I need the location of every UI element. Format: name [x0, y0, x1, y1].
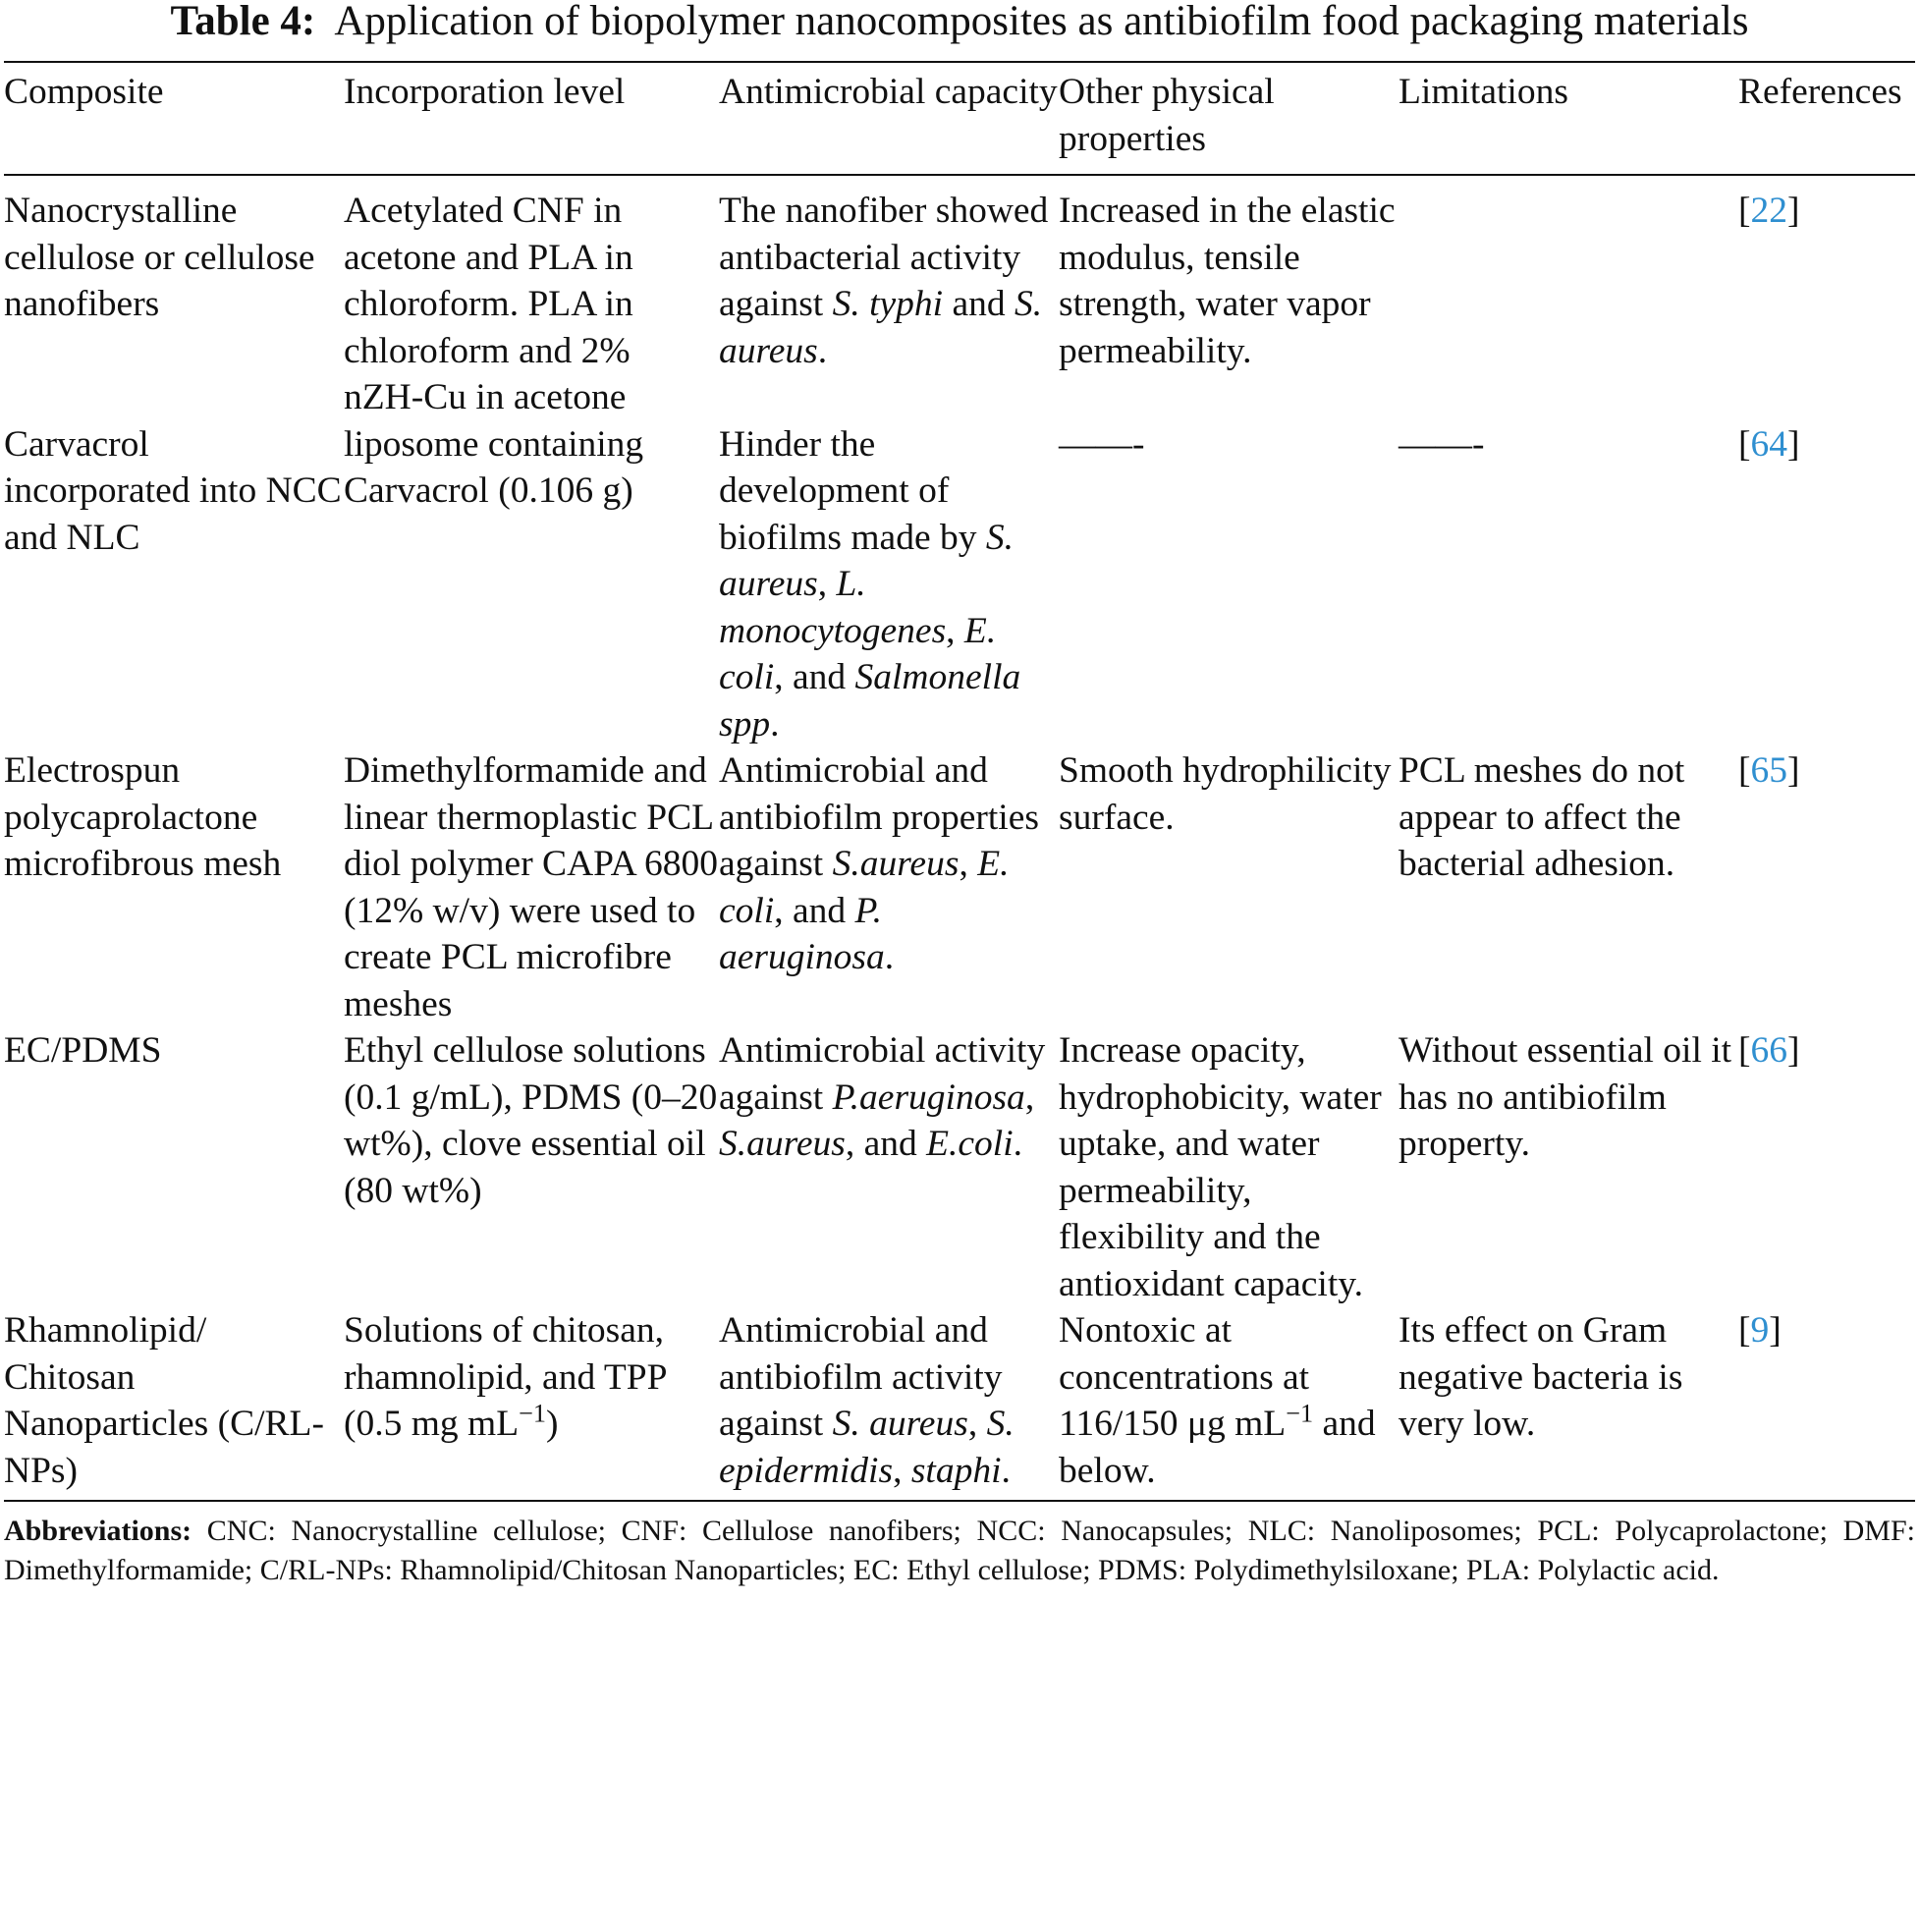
cell-incorporation: liposome containing Carvacrol (0.106 g) — [344, 423, 644, 511]
column-header-physical: Other physical properties — [1059, 72, 1275, 159]
cell-reference: [22] — [1738, 191, 1800, 231]
column-header-antimicrobial: Antimicrobial capacity — [719, 72, 1058, 112]
cell-antimicrobial: Antimicrobial and antibiofilm properties against S.aureus, E. coli, and P. aeruginosa. — [719, 750, 1039, 977]
cell-physical: Nontoxic at concentrations at 116/150 μg $mL^{-1}$ and below. — [1059, 1310, 1376, 1491]
cell-antimicrobial: Antimicrobial and antibiofilm activity against S. aureus, S. epidermidis, staphi. — [719, 1310, 1015, 1491]
cell-incorporation: Solutions of chitosan, rhamnolipid, and TPP (0.5 mg $mL^{-1}$) — [344, 1310, 667, 1444]
cell-limitations: PCL meshes do not appear to affect the bacterial adhesion. — [1399, 750, 1685, 884]
cell-reference: [64] — [1738, 423, 1800, 465]
abbreviations-label: Abbreviations: — [4, 1515, 192, 1547]
cell-limitations: Without essential oil it has no antibiofilm property. — [1399, 1030, 1732, 1164]
column-header-references: References — [1738, 72, 1902, 112]
cell-physical: ——- — [1059, 423, 1145, 465]
cell-composite: EC/PDMS — [4, 1030, 162, 1071]
header-row — [4, 62, 1915, 175]
abbreviations-footnote — [4, 1512, 1915, 1590]
cell-incorporation: Ethyl cellulose solutions (0.1 g/mL), PDMS (0–20 wt%), clove essential oil (80 wt%) — [344, 1030, 718, 1211]
table-row — [4, 747, 1915, 1027]
cell-composite: Nanocrystalline cellulose or cellulose nanofibers — [4, 191, 315, 324]
table-page — [4, 0, 1915, 1590]
cell-antimicrobial: Antimicrobial activity against P.aeruginosa, S.aureus, and E.coli. — [719, 1030, 1046, 1164]
reference-link[interactable]: 22 — [1750, 191, 1787, 231]
column-header-composite: Composite — [4, 72, 164, 112]
abbreviations-text: CNC: Nanocrystalline cellulose; CNF: Cellulose nanofibers; NCC: Nanocapsules; NLC: Nanoliposomes; PCL: Polycaprolactone; DMF: Dimethylformamide; C/RL-NPs: Rhamnolipid/Chitosan Nanoparticles; EC: Ethyl cellulose; PDMS: Polydimethylsiloxane; PLA: Polylactic acid. — [4, 1515, 1915, 1586]
table-row — [4, 1027, 1915, 1307]
cell-reference: [65] — [1738, 750, 1800, 791]
cell-incorporation: Dimethylformamide and linear thermoplastic PCL diol polymer CAPA 6800 (12% w/v) were used to create PCL microfibre meshes — [344, 750, 718, 1024]
reference-link[interactable]: 65 — [1750, 750, 1787, 791]
table-caption — [4, 0, 1915, 61]
column-header-limitations: Limitations — [1399, 72, 1568, 112]
cell-composite: Carvacrol incorporated into NCC and NLC — [4, 423, 342, 558]
data-table — [4, 61, 1915, 1502]
cell-physical: Increase opacity, hydrophobicity, water uptake, and water permeability, flexibility and the antioxidant capacity. — [1059, 1030, 1382, 1304]
cell-antimicrobial: The nanofiber showed antibacterial activity against S. typhi and S. aureus. — [719, 191, 1049, 371]
cell-composite: Electrospun polycaprolactone microfibrous mesh — [4, 750, 282, 884]
cell-limitations — [1399, 175, 1738, 421]
reference-link[interactable]: 66 — [1750, 1030, 1787, 1071]
table-row — [4, 421, 1915, 748]
table-label: Table 4: — [170, 0, 316, 44]
cell-limitations: ——- — [1399, 423, 1485, 465]
cell-reference: [66] — [1738, 1030, 1800, 1071]
column-header-incorporation: Incorporation level — [344, 72, 626, 112]
table-title: Application of biopolymer nanocomposites as antibiofilm food packaging materials — [334, 0, 1749, 44]
cell-composite: Rhamnolipid/ Chitosan Nanoparticles (C/RL-NPs) — [4, 1310, 324, 1491]
cell-physical: Increased in the elastic modulus, tensile strength, water vapor permeability. — [1059, 191, 1396, 371]
cell-physical: Smooth hydrophilicity surface. — [1059, 750, 1392, 838]
cell-antimicrobial: Hinder the development of biofilms made by S. aureus, L. monocytogenes, E. coli, and Salmonella spp. — [719, 423, 1021, 745]
table-row — [4, 1307, 1915, 1501]
table-row — [4, 175, 1915, 421]
reference-link[interactable]: 9 — [1750, 1310, 1770, 1351]
reference-link[interactable]: 64 — [1750, 423, 1787, 465]
cell-reference: [9] — [1738, 1310, 1782, 1351]
cell-limitations: Its effect on Gram negative bacteria is very low. — [1399, 1310, 1683, 1444]
cell-incorporation: Acetylated CNF in acetone and PLA in chloroform. PLA in chloroform and 2% nZH-Cu in acetone — [344, 191, 633, 417]
